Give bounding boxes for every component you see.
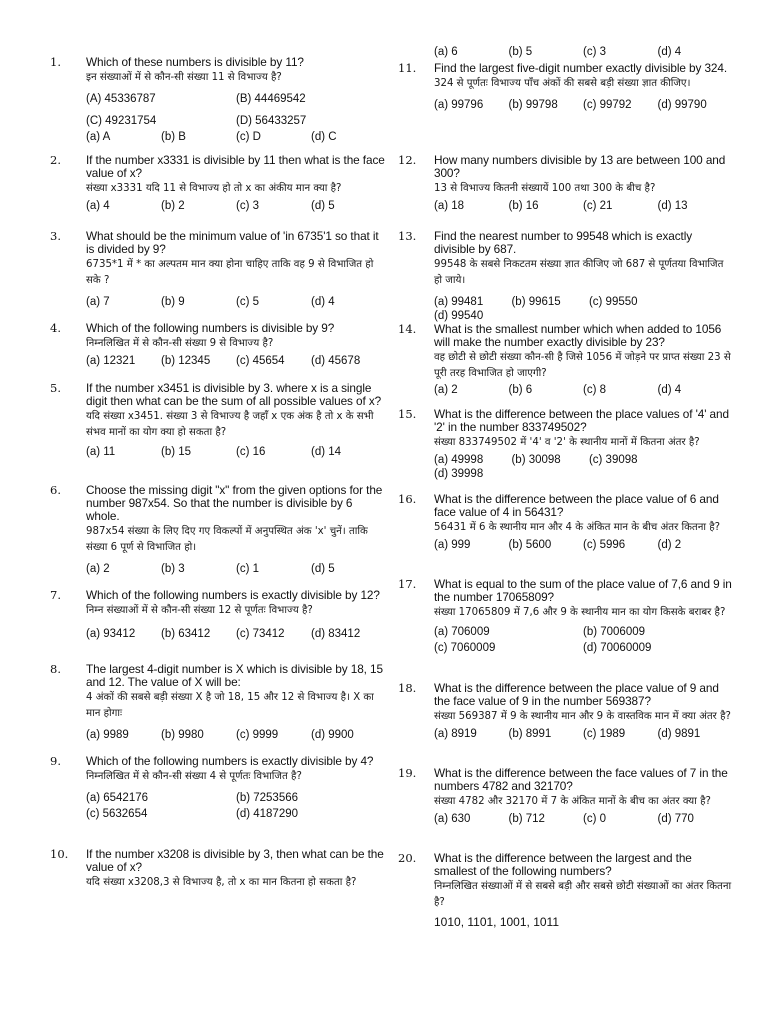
question-1 — [50, 56, 386, 144]
question-18 — [398, 682, 732, 741]
question-text-en: What is the difference between the place value of 9 and the face value of 9 in the number 569387? — [434, 681, 719, 708]
option: (a) 630 — [434, 813, 471, 825]
question-number: 16. — [398, 492, 417, 506]
question-13 — [398, 230, 732, 323]
question-9 — [50, 755, 386, 823]
option: (b) 3 — [161, 563, 185, 575]
option: (b) 9980 — [161, 729, 204, 741]
question-text-en: If the number x3331 is divisible by 11 then what is the face value of x? — [86, 153, 385, 180]
option: (d) 99540 — [434, 310, 484, 322]
question-text-en: Find the nearest number to 99548 which is exactly divisible by 687. — [434, 229, 693, 256]
option: (a) 4 — [86, 200, 110, 212]
question-text-en: Which of the following numbers is exactly divisible by 4? — [86, 754, 374, 768]
option: (a) 49998 — [434, 454, 484, 466]
option: (d) 13 — [657, 200, 688, 212]
option: (a) 99796 — [434, 99, 484, 111]
options — [434, 199, 732, 213]
question-number: 10. — [50, 847, 69, 861]
question-number: 7. — [50, 588, 61, 602]
option: (b) 12345 — [161, 355, 211, 367]
question-16 — [398, 493, 732, 552]
options — [86, 562, 386, 576]
question-number: 14. — [398, 322, 417, 336]
option: (a) 2 — [86, 563, 110, 575]
question-text-hi: संख्या 833749502 में '4' व '2' के स्थानीय मानों में कितना अंतर है? — [434, 437, 700, 448]
option: (c) 3 — [583, 46, 606, 58]
option: (c) 9999 — [236, 729, 279, 741]
question-number: 2. — [50, 153, 61, 167]
question-text-en: If the number x3208 is divisible by 3, then what can be the value of x? — [86, 847, 384, 874]
carryover-options — [398, 43, 732, 59]
option: (a) 6 — [434, 46, 458, 58]
options — [86, 295, 386, 309]
question-text-hi: यदि संख्या x3451. संख्या 3 से विभाज्य है जहाँ x एक अंक है तो x के सभी संभव मानों का योग क्या हो सकता है? — [86, 411, 374, 438]
option: (d) 9891 — [657, 728, 701, 740]
options — [434, 453, 732, 481]
question-text-en: What should be the minimum value of 'in 6735'1 so that it is divided by 9? — [86, 229, 379, 256]
question-2 — [50, 154, 386, 213]
option: (b) 7253566 — [236, 792, 299, 804]
options — [86, 791, 386, 823]
question-text-en: Choose the missing digit "x" from the given options for the number 987x54. So that the number is divisible by 6 whole. — [86, 483, 383, 523]
options — [434, 812, 732, 826]
answer-options — [86, 130, 386, 144]
option: (a) 999 — [434, 539, 471, 551]
number-list: 1010, 1101, 1001, 1011 — [434, 915, 560, 929]
option: (a) 12321 — [86, 355, 136, 367]
option: (d) 39998 — [434, 468, 484, 480]
question-15 — [398, 408, 732, 481]
question-number: 11. — [398, 61, 417, 75]
question-text-hi: 13 से विभाज्य कितनी संख्यायें 100 तथा 300 के बीच है? — [434, 183, 656, 194]
question-number: 5. — [50, 381, 61, 395]
option: (c) 21 — [583, 200, 613, 212]
question-text-hi: 987x54 संख्या के लिए दिए गए विकल्पों में अनुपस्थित अंक 'x' चुनें। ताकि संख्या 6 पूर्ण से विभाजित हो। — [86, 526, 368, 553]
option: (b) 9 — [161, 296, 185, 308]
option: (c) 45654 — [236, 355, 285, 367]
question-19 — [398, 767, 732, 826]
option: (d) 5 — [311, 563, 335, 575]
question-text-hi: निम्नलिखित में से कौन-सी संख्या 4 से पूर्णतः विभाजित है? — [86, 771, 302, 782]
question-20 — [398, 852, 732, 929]
option: (b) 7006009 — [583, 626, 646, 638]
options — [434, 45, 732, 59]
question-number: 8. — [50, 662, 61, 676]
question-text-en: What is the difference between the place value of 6 and face value of 4 in 56431? — [434, 492, 719, 519]
options — [434, 538, 732, 552]
question-number: 1. — [50, 55, 61, 69]
question-12 — [398, 154, 732, 213]
option: (b) 99615 — [511, 296, 561, 308]
question-text-hi: निम्नलिखित में से कौन-सी संख्या 9 से विभाज्य है? — [86, 338, 274, 349]
option: (c) 5632654 — [86, 808, 148, 820]
option: (b) 30098 — [511, 454, 561, 466]
question-text-hi: 99548 के सबसे निकटतम संख्या ज्ञात कीजिए जो 687 से पूर्णतया विभाजित हो जाये। — [434, 259, 724, 286]
question-text-hi: वह छोटी से छोटी संख्या कौन-सी है जिसे 1056 में जोड़ने पर प्राप्त संख्या 23 से पूरी तरह विभाजित हो जाएगी? — [434, 352, 731, 379]
question-text-hi: इन संख्याओं में से कौन-सी संख्या 11 से विभाज्य है? — [86, 72, 282, 83]
option: (A) 45336787 — [86, 93, 156, 105]
question-text-en: How many numbers divisible by 13 are between 100 and 300? — [434, 153, 726, 180]
option: (a) A — [86, 131, 111, 143]
option: (a) 2 — [434, 384, 458, 396]
option: (c) 73412 — [236, 628, 285, 640]
question-text-en: Which of these numbers is divisible by 11? — [86, 55, 304, 69]
question-text-hi: निम्न संख्याओं में से कौन-सी संख्या 12 से पूर्णतः विभाज्य है? — [86, 605, 313, 616]
question-text-hi: 56431 में 6 के स्थानीय मान और 4 के अंकित मान के बीच अंतर कितना है? — [434, 522, 721, 533]
option: (d) C — [311, 131, 337, 143]
question-number: 6. — [50, 483, 61, 497]
question-number: 18. — [398, 681, 417, 695]
option: (b) 8991 — [508, 728, 552, 740]
option: (d) 9900 — [311, 729, 354, 741]
option: (a) 8919 — [434, 728, 477, 740]
question-11 — [398, 62, 732, 112]
option: (C) 49231754 — [86, 115, 157, 127]
question-number: 20. — [398, 851, 417, 865]
option: (b) 63412 — [161, 628, 211, 640]
options — [434, 727, 732, 741]
question-6 — [50, 484, 386, 576]
question-4 — [50, 322, 386, 368]
question-text-hi: संख्या 569387 में 9 के स्थानीय मान और 9 के वास्तविक मान में क्या अंतर है? — [434, 711, 731, 722]
option: (d) 4 — [311, 296, 335, 308]
option: (c) 5996 — [583, 539, 626, 551]
question-number: 15. — [398, 407, 417, 421]
option: (b) 6 — [508, 384, 533, 396]
option: (c) D — [236, 131, 261, 143]
option: (d) 83412 — [311, 628, 361, 640]
option: (b) 16 — [508, 200, 539, 212]
option: (d) 5 — [311, 200, 335, 212]
question-text-en: Which of the following numbers is divisible by 9? — [86, 321, 335, 335]
question-text-hi: 4 अंकों की सबसे बड़ी संख्या X है जो 18, 15 और 12 से विभाज्य है। X का मान होगाः — [86, 692, 374, 719]
option: (b) B — [161, 131, 186, 143]
option: (b) 5 — [508, 46, 533, 58]
option: (c) 99550 — [588, 296, 638, 308]
option: (d) 99790 — [657, 99, 707, 111]
option: (c) 8 — [583, 384, 606, 396]
question-text-hi: निम्नलिखित संख्याओं में से सबसे बड़ी और सबसे छोटी संख्याओं का अंतर कितना है? — [434, 881, 732, 908]
question-14 — [398, 323, 732, 397]
question-8 — [50, 663, 386, 742]
option: (D) 56433257 — [236, 115, 307, 127]
question-text-en: What is the difference between the largest and the smallest of the following numbers? — [434, 851, 692, 878]
question-5 — [50, 382, 386, 459]
question-10 — [50, 848, 386, 891]
options — [86, 199, 386, 213]
question-text-en: The largest 4-digit number is X which is divisible by 18, 15 and 12. The value of X will be: — [86, 662, 383, 689]
option: (c) 0 — [583, 813, 606, 825]
option: (b) 2 — [161, 200, 185, 212]
option: (c) 99792 — [583, 99, 632, 111]
option: (c) 16 — [236, 446, 266, 458]
options — [434, 295, 732, 323]
question-text-en: What is the smallest number which when added to 1056 will make the number exactly divisible by 23? — [434, 322, 722, 349]
question-text-en: If the number x3451 is divisible by 3. where x is a single digit then what can be the sum of all possible values of x? — [86, 381, 382, 408]
question-7 — [50, 589, 386, 641]
question-number: 9. — [50, 754, 61, 768]
option: (d) 45678 — [311, 355, 361, 367]
question-text-hi: 324 से पूर्णतः विभाज्य पाँच अंकों की सबसे बड़ी संख्या ज्ञात कीजिए। — [434, 78, 691, 89]
question-text-en: What is equal to the sum of the place value of 7,6 and 9 in the number 17065809? — [434, 577, 732, 604]
option: (a) 99481 — [434, 296, 484, 308]
question-number: 17. — [398, 577, 417, 591]
question-17 — [398, 578, 732, 657]
question-text-en: Find the largest five-digit number exactly divisible by 324. — [434, 61, 728, 75]
option: (b) 712 — [508, 813, 545, 825]
question-number: 13. — [398, 229, 417, 243]
option: (c) 7060009 — [434, 642, 496, 654]
option: (a) 93412 — [86, 628, 136, 640]
option: (a) 6542176 — [86, 792, 149, 804]
question-text-hi: संख्या x3331 यदि 11 से विभाज्य हो तो x का अंकीय मान क्या है? — [86, 183, 342, 194]
option: (d) 770 — [657, 813, 694, 825]
option: (d) 4 — [657, 384, 682, 396]
options — [86, 627, 386, 641]
question-text-hi: यदि संख्या x3208,3 से विभाज्य है, तो x का मान कितना हो सकता है? — [86, 877, 357, 888]
option: (b) 99798 — [508, 99, 558, 111]
option: (c) 1 — [236, 563, 259, 575]
option: (c) 1989 — [583, 728, 626, 740]
options — [86, 445, 386, 459]
option: (d) 2 — [657, 539, 682, 551]
question-text-en: Which of the following numbers is exactly divisible by 12? — [86, 588, 380, 602]
option: (a) 9989 — [86, 729, 129, 741]
option: (d) 70060009 — [583, 642, 652, 654]
question-text-hi: संख्या 17065809 में 7,6 और 9 के स्थानीय मान का योग किसके बराबर है? — [434, 607, 726, 618]
question-number: 3. — [50, 229, 61, 243]
option: (c) 39098 — [588, 454, 638, 466]
option: (c) 3 — [236, 200, 259, 212]
option: (d) 14 — [311, 446, 342, 458]
option: (d) 4187290 — [236, 808, 299, 820]
option: (B) 44469542 — [236, 93, 306, 105]
option: (a) 11 — [86, 446, 116, 458]
options — [434, 98, 732, 112]
options — [434, 625, 732, 657]
option: (a) 18 — [434, 200, 465, 212]
option: (b) 5600 — [508, 539, 552, 551]
option: (d) 4 — [657, 46, 682, 58]
question-number: 12. — [398, 153, 417, 167]
question-text-hi: संख्या 4782 और 32170 में 7 के अंकित मानों के बीच का अंतर क्या है? — [434, 796, 711, 807]
question-number: 4. — [50, 321, 61, 335]
option: (c) 5 — [236, 296, 259, 308]
option: (a) 7 — [86, 296, 110, 308]
option: (b) 15 — [161, 446, 192, 458]
question-text-en: What is the difference between the face values of 7 in the numbers 4782 and 32170? — [434, 766, 728, 793]
options — [86, 354, 386, 368]
question-text-hi: 6735*1 में * का अल्पतम मान क्या होना चाहिए ताकि वह 9 से विभाजित हो सके ? — [86, 259, 374, 286]
options — [434, 383, 732, 397]
option: (a) 706009 — [434, 626, 490, 638]
options — [86, 728, 386, 742]
question-3 — [50, 230, 386, 309]
question-text-en: What is the difference between the place values of '4' and '2' in the number 833749502? — [434, 407, 729, 434]
question-number: 19. — [398, 766, 417, 780]
